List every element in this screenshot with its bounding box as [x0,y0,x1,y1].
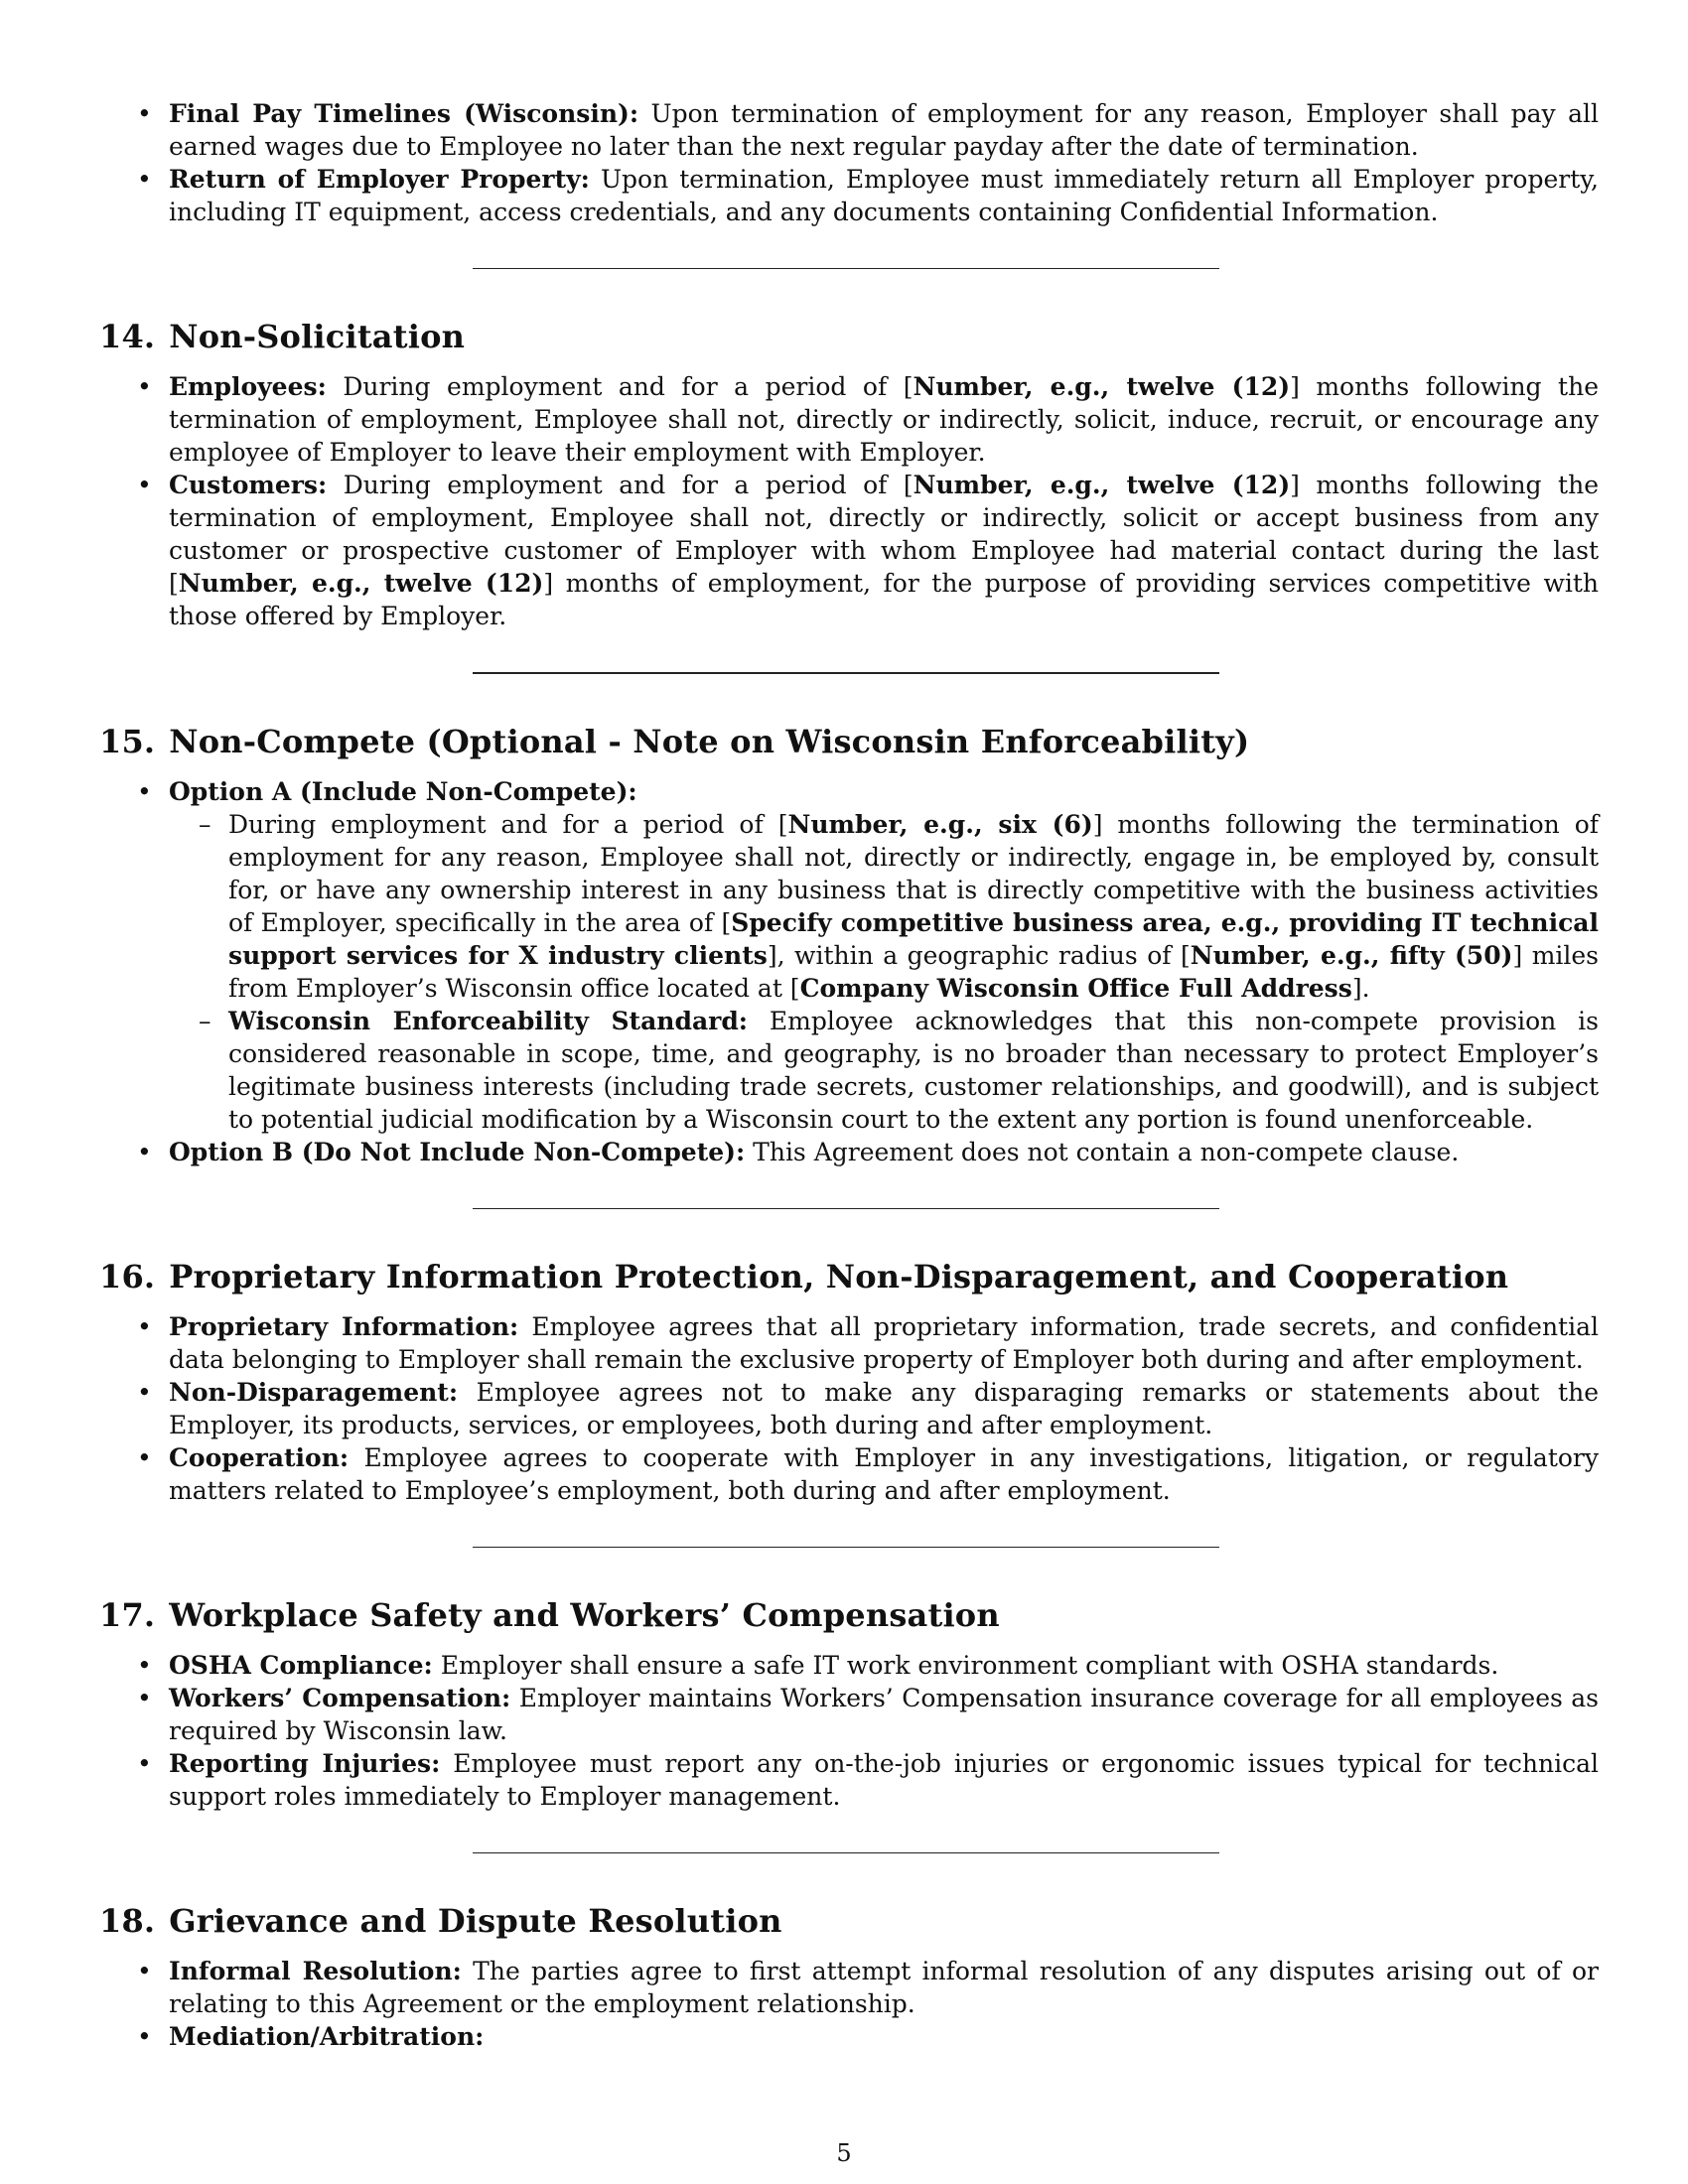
item-text: Upon termination of employment for any reason, Employer shall pay all earned wages due to Employee no later than the next regular payday after the date of termination. [169,99,1599,161]
list-item: • Informal Resolution: The parties agree to first attempt informal resolution of any disputes arising out of or relating to this Agreement or the employment relationship. [99,1955,1599,2020]
sub-item: – Wisconsin Enforceability Standard: Employee acknowledges that this non-compete provision is considered reasonable in scope, time, and geography, is no broader than necessary to protect Employer’s legitimate business interests (including trade secrets, customer relationships, and goodwill), and is subject to potential judicial modification by a Wisconsin court to the extent any portion is found unenforceable. [169,1005,1599,1136]
section-divider [473,1852,1219,1853]
list-item: • Non-Disparagement: Employee agrees not to make any disparaging remarks or statements about the Employer, its products, services, or employees, both during and after employment. [99,1376,1599,1441]
section-divider [473,1208,1219,1209]
placeholder: Number, e.g., six (6) [787,810,1093,839]
sub-item: – During employment and for a period of [Number, e.g., six (6)] months following the termination of employment for any reason, Employee shall not, directly or indirectly, engage in, be employed by, consult for, or have any ownership interest in any business that is directly competitive with the business activities of Employer, specifically in the area of [Specify competitive business area, e.g., providing IT technical support services for X industry clients], within a geographic radius of [Number, e.g., fifty (50)] miles from Employer’s Wisconsin office located at [Company Wisconsin Office Full Address]. [169,808,1599,1005]
list-item [99,97,1599,163]
section-divider [473,268,1219,269]
item-label: Return of Employer Property: [169,165,590,194]
non-solicitation-list [99,370,1599,632]
section-heading-17: 17. Workplace Safety and Workers’ Compensation [99,1596,1000,1634]
placeholder: Number, e.g., twelve (12) [913,372,1291,401]
dispute-list [99,1955,1599,2053]
option-a-sublist [169,808,1599,1136]
list-item: • Workers’ Compensation: Employer maintains Workers’ Compensation insurance coverage for all employees as required by Wisconsin law. [99,1682,1599,1747]
safety-list [99,1649,1599,1813]
list-item: • Reporting Injuries: Employee must report any on-the-job injuries or ergonomic issues typical for technical support roles immediately to Employer management. [99,1747,1599,1813]
list-item: • Option B (Do Not Include Non-Compete): This Agreement does not contain a non-compete clause. [99,1136,1599,1168]
list-item [99,163,1599,228]
section-heading-14: 14. Non-Solicitation [99,318,466,355]
list-item: • Mediation/Arbitration: [99,2020,1599,2053]
placeholder: Number, e.g., twelve (12) [913,471,1291,499]
list-item: • Cooperation: Employee agrees to cooperate with Employer in any investigations, litigation, or regulatory matters related to Employee’s employment, both during and after employment. [99,1441,1599,1507]
non-compete-list [99,775,1599,1168]
list-item: • Employees: During employment and for a period of [Number, e.g., twelve (12)] months following the termination of employment, Employee shall not, directly or indirectly, solicit, induce, recruit, or encourage any employee of Employer to leave their employment with Employer. [99,370,1599,469]
section-heading-16: 16. Proprietary Information Protection, Non-Disparagement, and Cooperation [99,1258,1509,1296]
section-divider [473,1547,1219,1548]
list-item: • Proprietary Information: Employee agrees that all proprietary information, trade secrets, and confidential data belonging to Employer shall remain the exclusive property of Employer both during and after employment. [99,1310,1599,1376]
list-item: • Option A (Include Non-Compete): – During employment and for a period of [Number, e.g., six (6)] months following the termination of employment for any reason, Employee shall not, directly or indirectly, engage in, be employed by, consult for, or have any ownership interest in any business that is directly competitive with the business activities of Employer, specifically in the area of [Specify competitive business area, e.g., providing IT technical support services for X industry clients], within a geographic radius of [Number, e.g., fifty (50)] miles from Employer’s Wisconsin office located at [Company Wisconsin Office Full Address]. – Wisconsin Enforceability Standard: Employee acknowledges that this non-compete provision is considered reasonable in scope, time, and geography, is no broader than necessary to protect Employer’s legitimate business interests (including trade secrets, customer relationships, and goodwill), and is subject to potential judicial modification by a Wisconsin court to the extent any portion is found unenforceable. [99,775,1599,1136]
section-divider [473,672,1219,674]
page-number: 5 [836,2139,852,2167]
section-heading-15: 15. Non-Compete (Optional - Note on Wisconsin Enforceability) [99,723,1250,760]
document-page [99,97,1599,2053]
placeholder: Company Wisconsin Office Full Address [799,974,1352,1003]
termination-list [99,97,1599,228]
list-item: • Customers: During employment and for a period of [Number, e.g., twelve (12)] months following the termination of employment, Employee shall not, directly or indirectly, solicit or accept business from any customer or prospective customer of Employer with whom Employee had material contact during the last [Number, e.g., twelve (12)] months of employment, for the purpose of providing services competitive with those offered by Employer. [99,469,1599,632]
item-text: Upon termination, Employee must immediately return all Employer property, including IT equipment, access credentials, and any documents containing Confidential Information. [169,165,1599,226]
list-item: • OSHA Compliance: Employer shall ensure a safe IT work environment compliant with OSHA standards. [99,1649,1599,1682]
item-label: Final Pay Timelines (Wisconsin): [169,99,639,128]
proprietary-list [99,1310,1599,1507]
placeholder: Number, e.g., twelve (12) [178,569,544,598]
placeholder: Specify competitive business area, e.g., providing IT technical support services for X industry clients [228,908,1600,970]
section-heading-18: 18. Grievance and Dispute Resolution [99,1902,782,1940]
placeholder: Number, e.g., fifty (50) [1190,941,1513,970]
